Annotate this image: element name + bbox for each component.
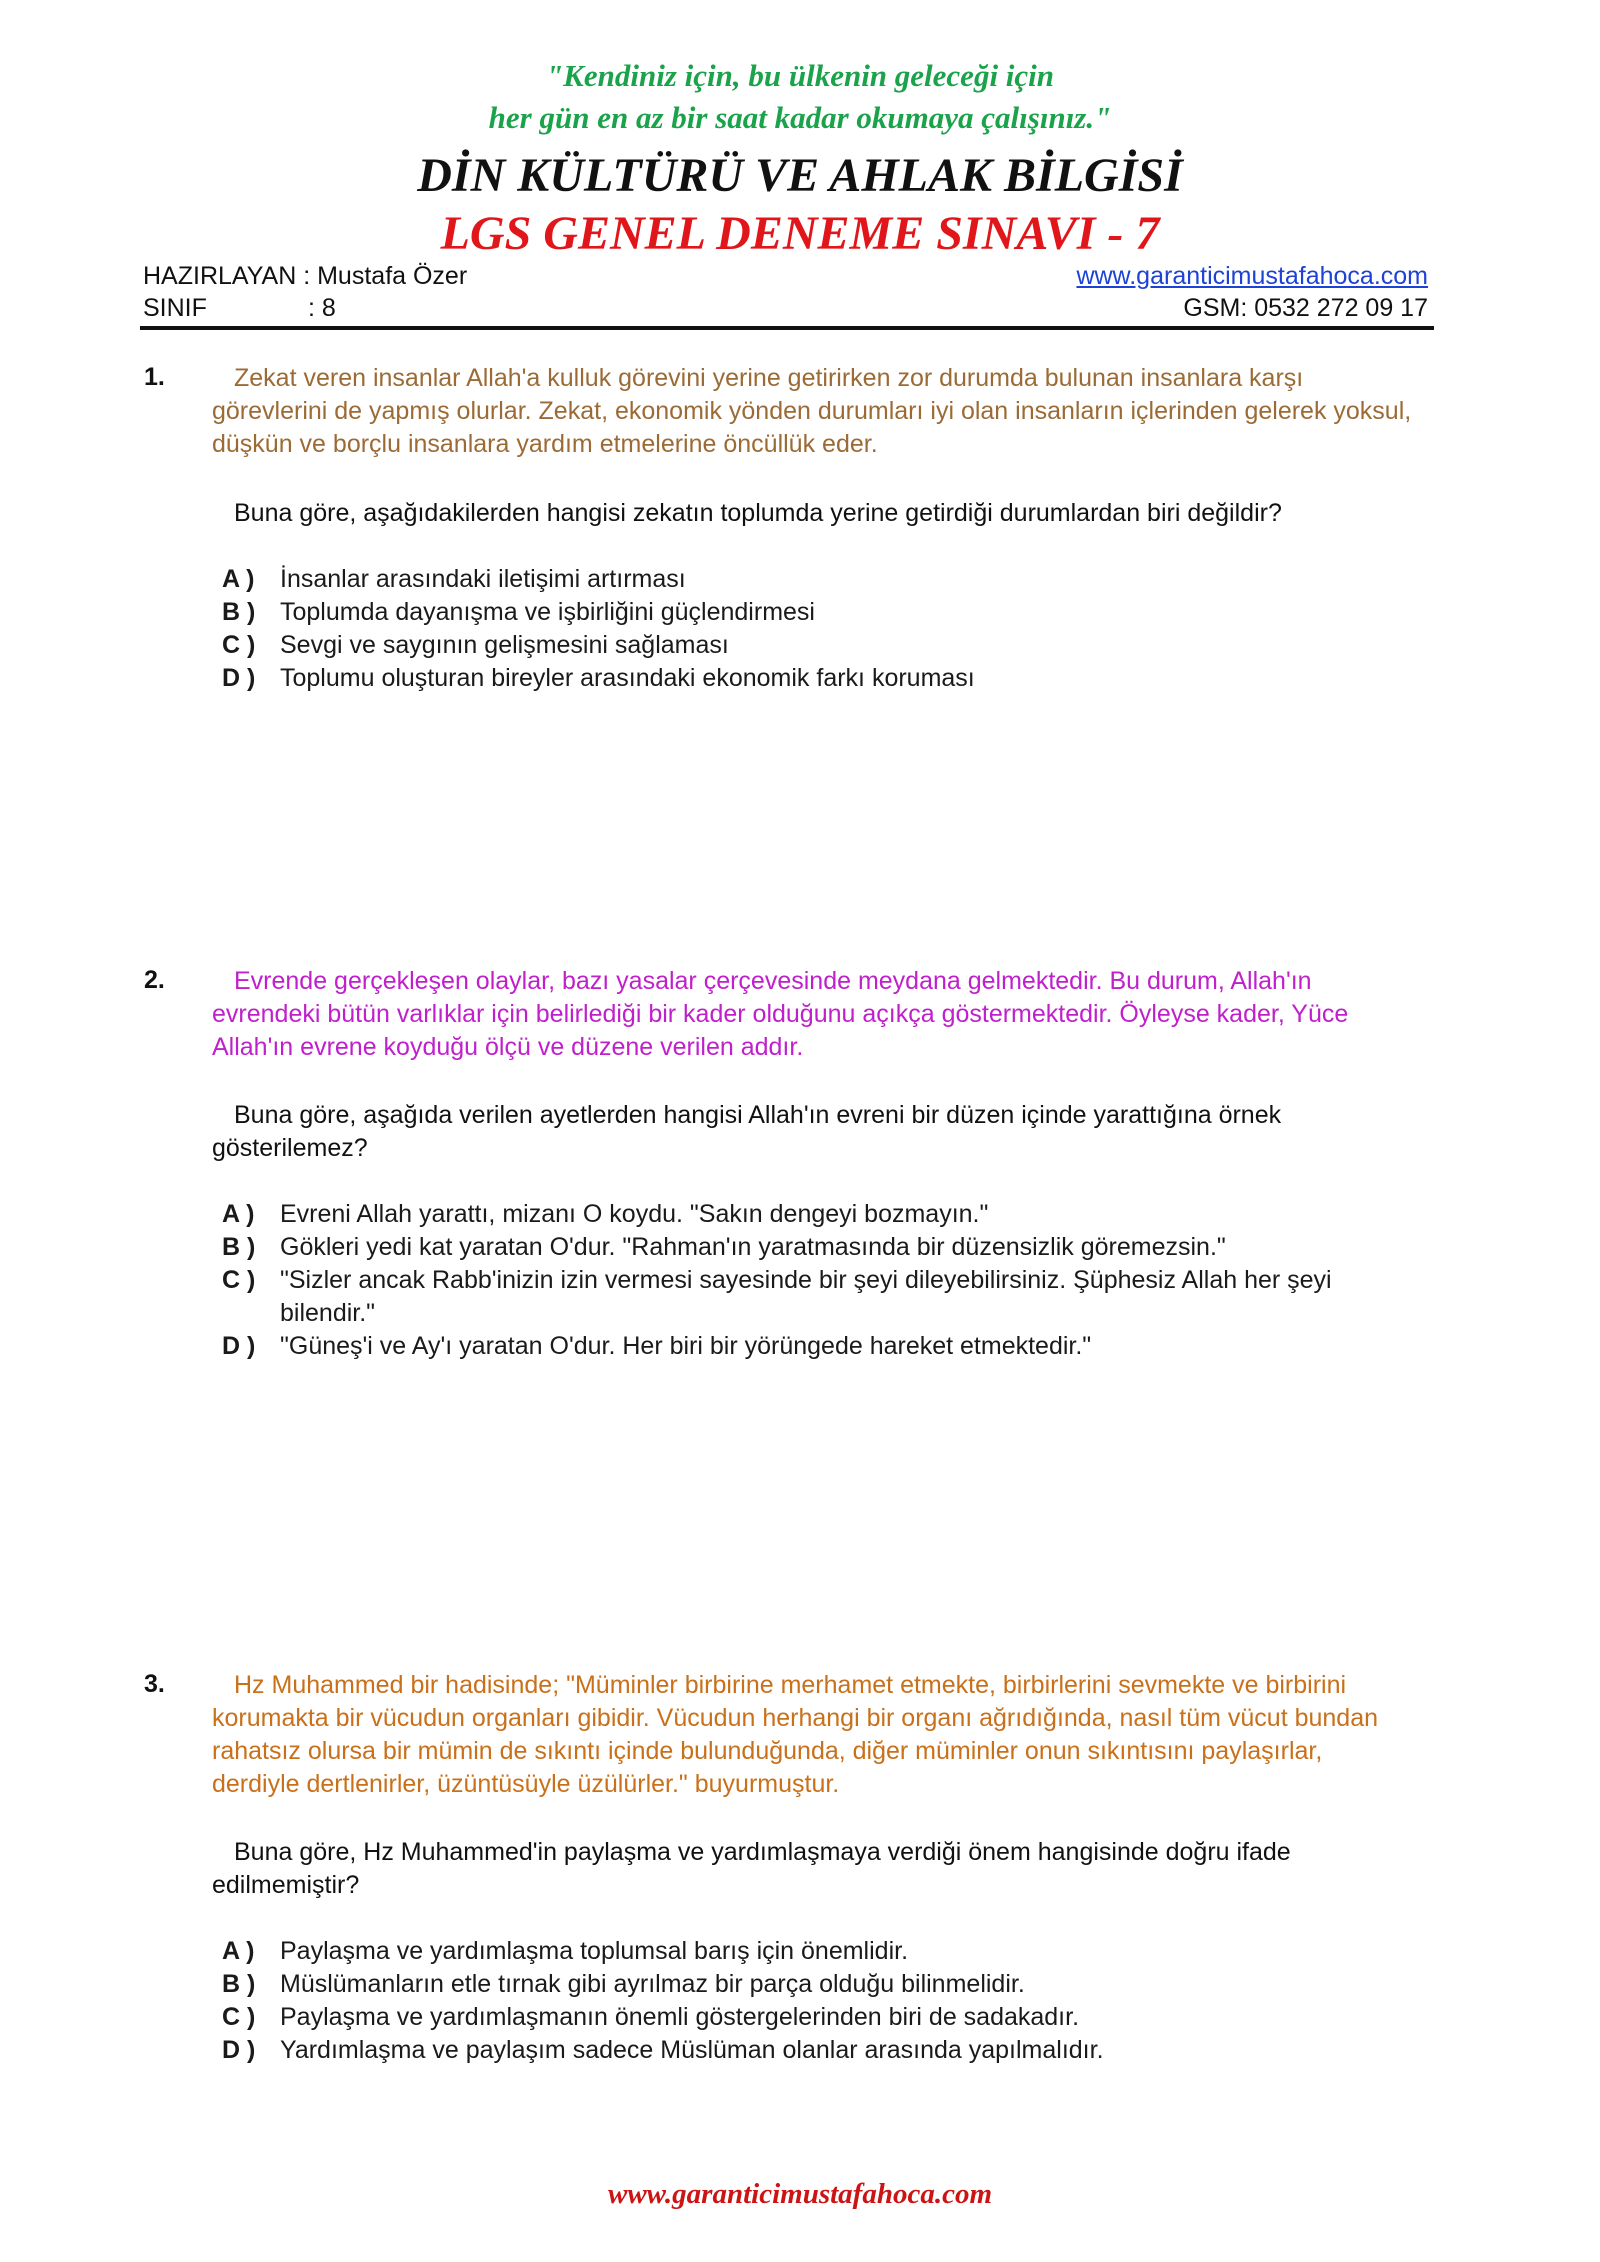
option-text: Gökleri yedi kat yaratan O'dur. "Rahman'ın yaratmasında bir düzensizlik göremezsin." <box>280 1233 1226 1261</box>
author-label: HAZIRLAYAN : Mustafa Özer <box>143 262 468 290</box>
question-1-ask: Buna göre, aşağıdakilerden hangisi zekatın toplumda yerine getirdiği durumlardan biri değildir? <box>234 499 1282 527</box>
question-3-ask: Buna göre, Hz Muhammed'in paylaşma ve yardımlaşmaya verdiği önem hangisinde doğru ifade edilmemiştir? <box>212 1838 1291 1899</box>
class-label: SINIF <box>143 294 207 322</box>
option-letter: D ) <box>222 1332 256 1360</box>
option-letter: A ) <box>222 565 255 593</box>
website-link[interactable]: www.garanticimustafahoca.com <box>1076 262 1428 290</box>
page-title: DİN KÜLTÜRÜ VE AHLAK BİLGİSİ <box>417 149 1183 202</box>
option-text: Paylaşma ve yardımlaşma toplumsal barış için önemlidir. <box>280 1937 909 1965</box>
option-letter: C ) <box>222 1266 256 1294</box>
header-divider <box>140 326 1434 330</box>
question-1-options <box>222 563 1402 695</box>
question-2-ask: Buna göre, aşağıda verilen ayetlerden hangisi Allah'ın evreni bir düzen içinde yarattığına örnek gösterilemez? <box>212 1101 1282 1162</box>
option-text: Evreni Allah yarattı, mizanı O koydu. "Sakın dengeyi bozmayın." <box>280 1200 989 1228</box>
option-text: "Güneş'i ve Ay'ı yaratan O'dur. Her biri bir yörüngede hareket etmektedir." <box>280 1332 1092 1360</box>
question-3-number: 3. <box>144 1670 165 1698</box>
footer-website[interactable]: www.garanticimustafahoca.com <box>607 2178 993 2210</box>
option-letter: D ) <box>222 2036 256 2064</box>
question-2-option-b[interactable] <box>222 1231 1402 1264</box>
question-2-number: 2. <box>144 966 165 994</box>
option-text: Toplumda dayanışma ve işbirliğini güçlendirmesi <box>280 598 815 626</box>
option-letter: A ) <box>222 1200 255 1228</box>
option-letter: C ) <box>222 631 256 659</box>
option-letter: B ) <box>222 1233 256 1261</box>
option-text: Toplumu oluşturan bireyler arasındaki ekonomik farkı koruması <box>280 664 975 692</box>
option-text: Sevgi ve saygının gelişmesini sağlaması <box>280 631 729 659</box>
question-1-number: 1. <box>144 363 165 391</box>
question-3-option-b[interactable] <box>222 1968 1402 2001</box>
option-letter: D ) <box>222 664 256 692</box>
question-1-option-a[interactable] <box>222 563 1402 596</box>
phone-number: GSM: 0532 272 09 17 <box>1183 294 1428 322</box>
question-2-option-a[interactable] <box>222 1198 1402 1231</box>
option-text: "Sizler ancak Rabb'inizin izin vermesi sayesinde bir şeyi dileyebilirsiniz. Şüphesiz Allah her şeyi bilendir." <box>280 1266 1332 1327</box>
question-3-options <box>222 1935 1402 2067</box>
option-text: Müslümanların etle tırnak gibi ayrılmaz bir parça olduğu bilinmelidir. <box>280 1970 1025 1998</box>
question-3-option-c[interactable] <box>222 2001 1402 2034</box>
question-1-option-d[interactable] <box>222 662 1402 695</box>
question-3-text: Hz Muhammed bir hadisinde; "Müminler birbirine merhamet etmekte, birbirlerini sevmekte ve birbirini korumakta bir vücudun organları gibidir. Vücudun herhangi bir organı ağrıdığında, nasıl tüm vücut bundan rahatsız olursa bir mümin de sıkıntı içinde bulunduğunda, diğer müminler onun sıkıntısını paylaşırlar, derdiyle dertlenirler, üzüntüsüyle üzülürler." buyurmuştur. <box>212 1671 1379 1798</box>
question-2-text: Evrende gerçekleşen olaylar, bazı yasalar çerçevesinde meydana gelmektedir. Bu durum, Allah'ın evrendeki bütün varlıklar için belirlediği bir kader olduğunu açıkça göstermektedir. Öyleyse kader, Yüce Allah'ın evrene koyduğu ölçü ve düzene verilen addır. <box>212 967 1349 1061</box>
option-letter: C ) <box>222 2003 256 2031</box>
option-letter: A ) <box>222 1937 255 1965</box>
option-text: İnsanlar arasındaki iletişimi artırması <box>280 565 686 593</box>
option-text: Paylaşma ve yardımlaşmanın önemli göstergelerinden biri de sadakadır. <box>280 2003 1080 2031</box>
exam-subtitle: LGS GENEL DENEME SINAVI - 7 <box>440 207 1160 260</box>
question-2-option-c[interactable] <box>222 1264 1402 1330</box>
question-1-option-c[interactable] <box>222 629 1402 662</box>
question-3-option-a[interactable] <box>222 1935 1402 1968</box>
question-1-text: Zekat veren insanlar Allah'a kulluk görevini yerine getirirken zor durumda bulunan insanlara karşı görevlerini de yapmış olurlar. Zekat, ekonomik yönden durumları iyi olan insanların içlerinden gelerek yoksul, düşkün ve borçlu insanlara yardım etmelerine öncüllük eder. <box>212 364 1412 458</box>
question-2-options <box>222 1198 1402 1363</box>
option-text: Yardımlaşma ve paylaşım sadece Müslüman olanlar arasında yapılmalıdır. <box>280 2036 1104 2064</box>
class-value: : 8 <box>308 294 336 322</box>
question-1-option-b[interactable] <box>222 596 1402 629</box>
question-3-option-d[interactable] <box>222 2034 1402 2067</box>
option-letter: B ) <box>222 598 256 626</box>
option-letter: B ) <box>222 1970 256 1998</box>
question-2-option-d[interactable] <box>222 1330 1402 1363</box>
motto-line-2: her gün en az bir saat kadar okumaya çalışınız." <box>488 100 1112 135</box>
motto-line-1: "Kendiniz için, bu ülkenin geleceği için <box>545 58 1055 93</box>
